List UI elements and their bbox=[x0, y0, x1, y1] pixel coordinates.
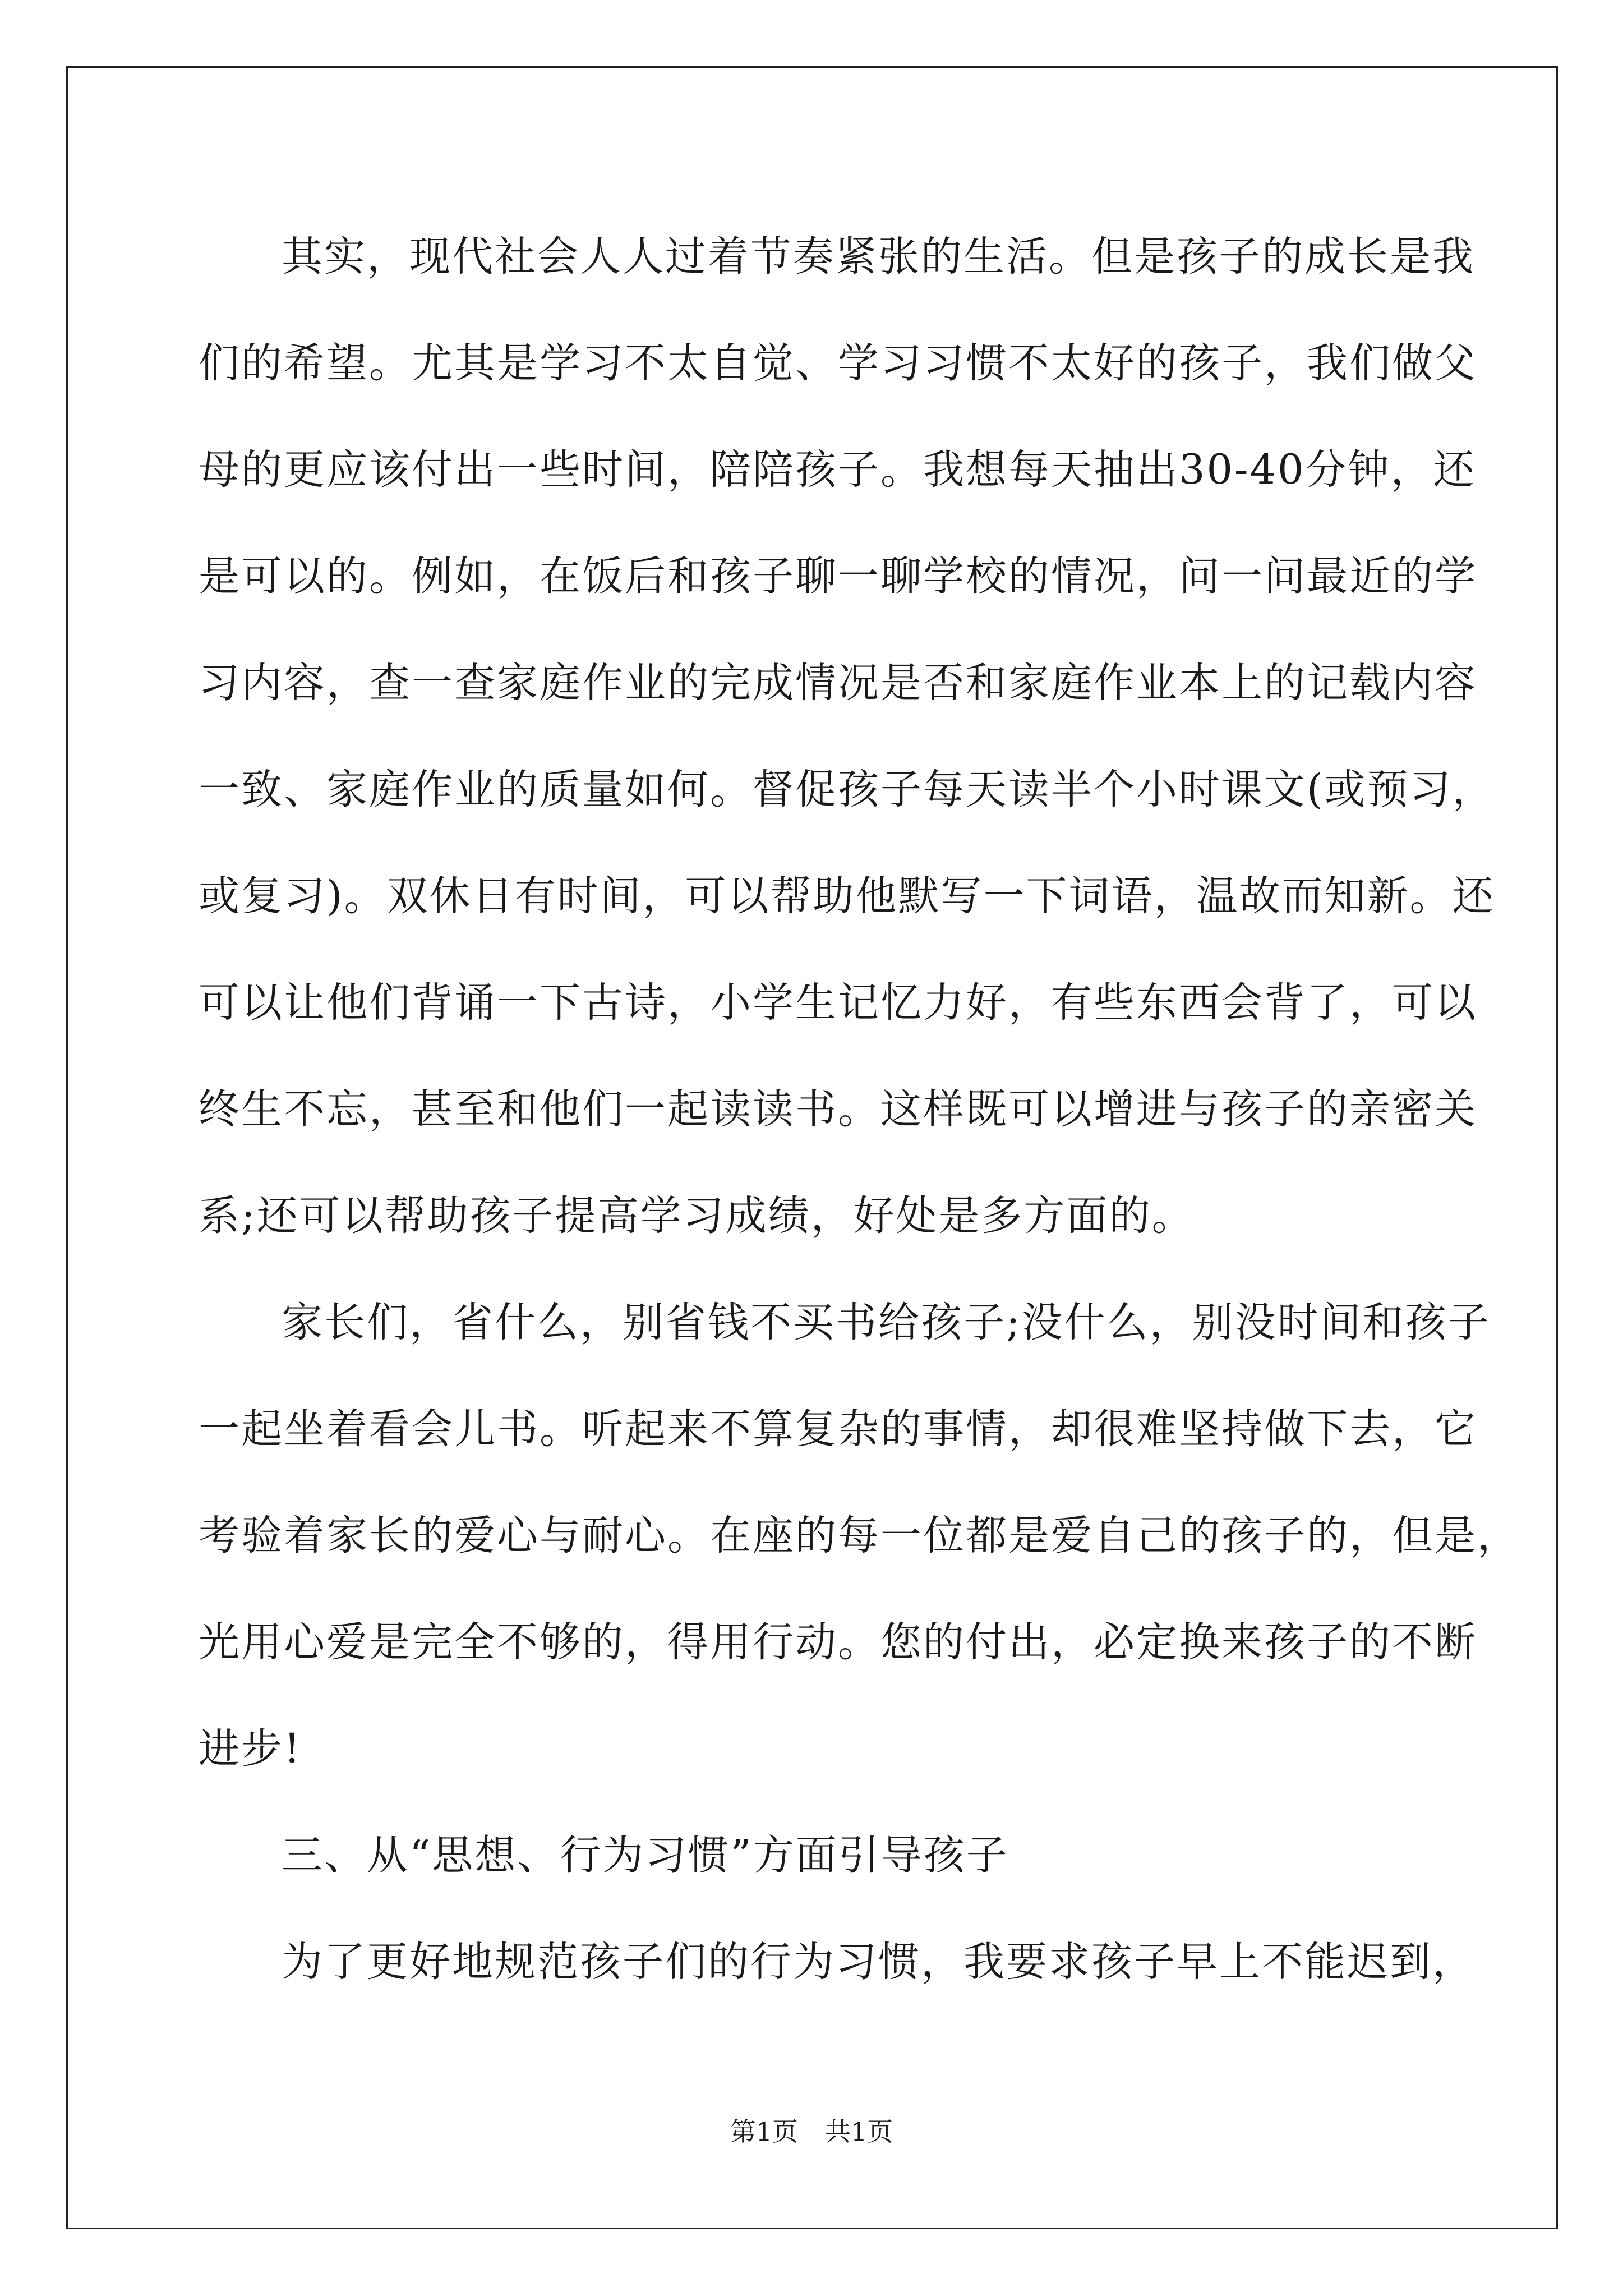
text-line: 考验着家长的爱心与耐心。在座的每一位都是爱自己的孩子的，但是， bbox=[199, 1512, 1520, 1559]
section-heading: 三、从“思想、行为习惯”方面引导孩子 bbox=[282, 1832, 1009, 1879]
text-line: 们的希望。尤其是学习不太自觉、学习习惯不太好的孩子，我们做父 bbox=[199, 339, 1477, 387]
text-line: 其实，现代社会人人过着节奏紧张的生活。但是孩子的成长是我 bbox=[282, 233, 1475, 280]
text-line: 母的更应该付出一些时间，陪陪孩子。我想每天抽出30-40分钟，还 bbox=[199, 446, 1476, 494]
text-line: 为了更好地规范孩子们的行为习惯，我要求孩子早上不能迟到， bbox=[282, 1938, 1475, 1986]
text-line: 光用心爱是完全不够的，得用行动。您的付出，必定换来孩子的不断 bbox=[199, 1618, 1477, 1666]
text-line: 系;还可以帮助孩子提高学习成绩，好处是多方面的。 bbox=[199, 1192, 1195, 1240]
text-line: 一致、家庭作业的质量如何。督促孩子每天读半个小时课文(或预习， bbox=[199, 766, 1495, 813]
text-line: 终生不忘，甚至和他们一起读读书。这样既可以增进与孩子的亲密关 bbox=[199, 1085, 1477, 1133]
page-footer bbox=[0, 2115, 1623, 2148]
document-body bbox=[199, 212, 1520, 2024]
text-line: 进步! bbox=[199, 1725, 302, 1773]
text-line: 家长们，省什么，别省钱不买书给孩子;没什么，别没时间和孩子 bbox=[282, 1299, 1491, 1346]
page-number: 第1页 bbox=[730, 2116, 798, 2147]
text-line: 一起坐着看会儿书。听起来不算复杂的事情，却很难坚持做下去，它 bbox=[199, 1405, 1477, 1453]
page-total: 共1页 bbox=[825, 2116, 893, 2147]
text-line: 可以让他们背诵一下古诗，小学生记忆力好，有些东西会背了，可以 bbox=[199, 979, 1477, 1027]
text-line: 习内容，查一查家庭作业的完成情况是否和家庭作业本上的记载内容 bbox=[199, 659, 1477, 707]
text-line: 或复习)。双休日有时间，可以帮助他默写一下词语，温故而知新。还 bbox=[199, 872, 1495, 920]
text-line: 是可以的。例如，在饭后和孩子聊一聊学校的情况，问一问最近的学 bbox=[199, 553, 1477, 600]
